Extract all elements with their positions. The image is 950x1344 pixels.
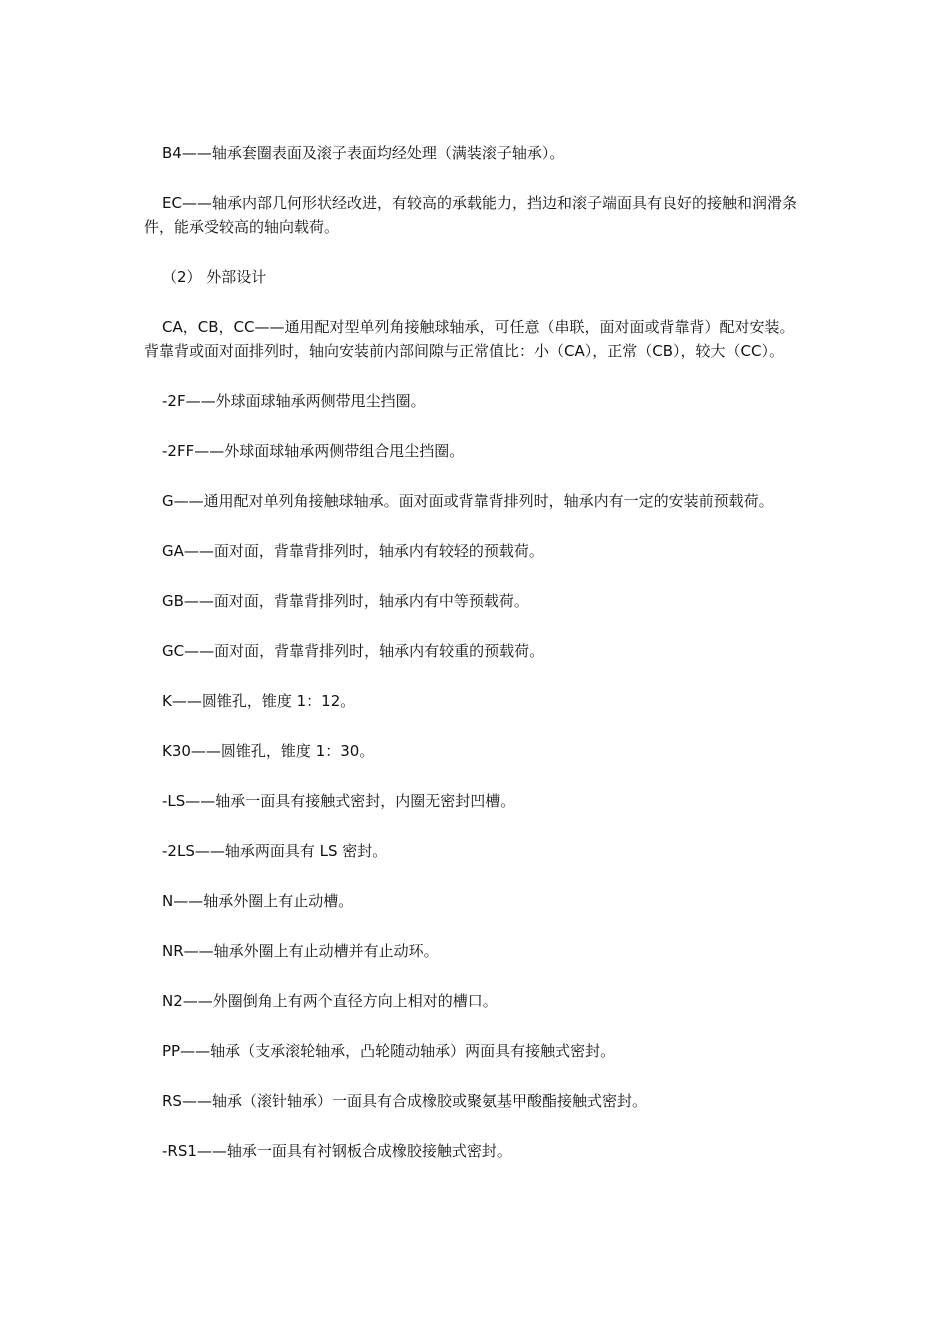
- paragraph-gc: GC——面对面，背靠背排列时，轴承内有较重的预载荷。: [162, 642, 545, 660]
- paragraph-2ls: -2LS——轴承两面具有 LS 密封。: [162, 842, 388, 860]
- paragraph-g: G——通用配对单列角接触球轴承。面对面或背靠背排列时，轴承内有一定的安装前预载荷。: [162, 492, 774, 510]
- paragraph-rs: RS——轴承（滚针轴承）一面具有合成橡胶或聚氨基甲酸酯接触式密封。: [162, 1092, 647, 1110]
- paragraph-rs1: -RS1——轴承一面具有衬钢板合成橡胶接触式密封。: [162, 1142, 512, 1160]
- paragraph-k: K——圆锥孔，锥度 1：12。: [162, 692, 356, 710]
- paragraph-n2: N2——外圈倒角上有两个直径方向上相对的槽口。: [162, 992, 498, 1010]
- paragraph-2ff: -2FF——外球面球轴承两侧带组合甩尘挡圈。: [162, 442, 465, 460]
- paragraph-ca-cb-cc: CA，CB，CC——通用配对型单列角接触球轴承，可任意（串联，面对面或背靠背）配对安装。背靠背或面对面排列时，轴向安装前内部间隙与正常值比：小（CA），正常（CB），较大（CC）。: [144, 318, 795, 360]
- paragraph-n: N——轴承外圈上有止动槽。: [162, 892, 354, 910]
- paragraph-pp: PP——轴承（支承滚轮轴承，凸轮随动轴承）两面具有接触式密封。: [162, 1042, 616, 1060]
- paragraph-b4: B4——轴承套圈表面及滚子表面均经处理（满装滚子轴承）。: [162, 144, 565, 162]
- paragraph-gb: GB——面对面，背靠背排列时，轴承内有中等预载荷。: [162, 592, 529, 610]
- paragraph-2f: -2F——外球面球轴承两侧带甩尘挡圈。: [162, 392, 426, 410]
- document-body: [144, 141, 808, 1189]
- paragraph-nr: NR——轴承外圈上有止动槽并有止动环。: [162, 942, 439, 960]
- paragraph-ec: EC——轴承内部几何形状经改进，有较高的承载能力，挡边和滚子端面具有良好的接触和润滑条件，能承受较高的轴向载荷。: [144, 194, 797, 236]
- paragraph-ls: -LS——轴承一面具有接触式密封，内圈无密封凹槽。: [162, 792, 516, 810]
- paragraph-k30: K30——圆锥孔，锥度 1：30。: [162, 742, 375, 760]
- section-heading-external-design: （2） 外部设计: [162, 268, 267, 286]
- paragraph-ga: GA——面对面，背靠背排列时，轴承内有较轻的预载荷。: [162, 542, 544, 560]
